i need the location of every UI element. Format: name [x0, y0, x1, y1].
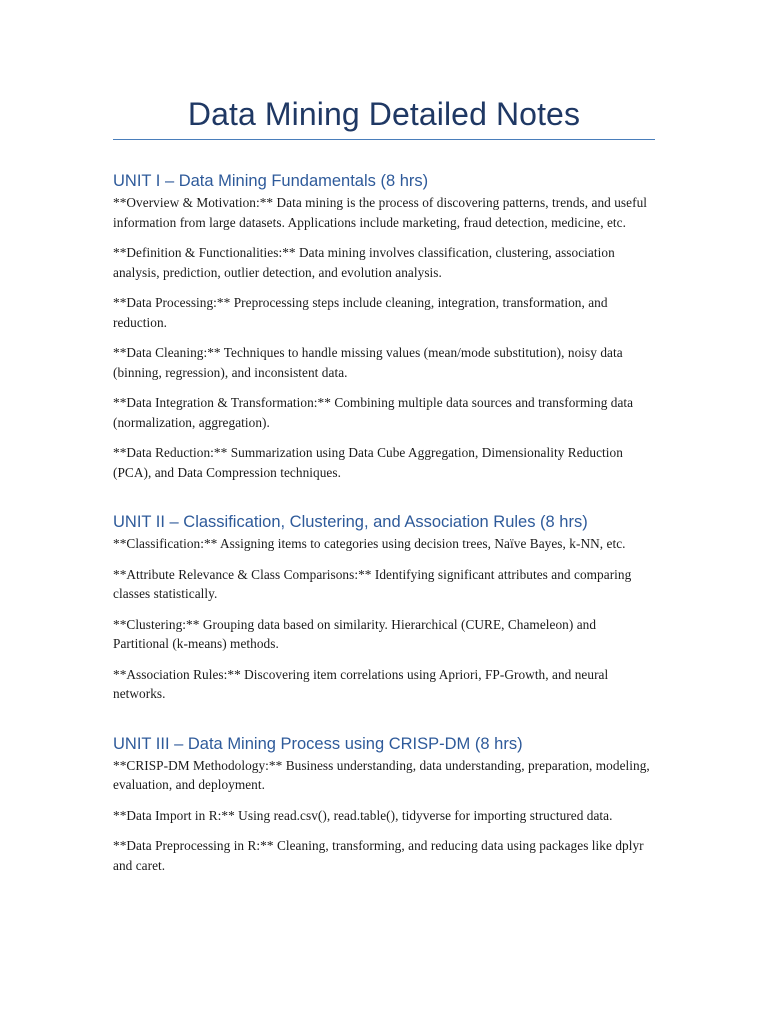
unit-1-paragraph-cleaning: **Data Cleaning:** Techniques to handle missing values (mean/mode substitution), noisy data (binning, regression), and inconsistent data.: [113, 345, 623, 380]
unit-3-paragraph-data-preprocessing: **Data Preprocessing in R:** Cleaning, transforming, and reducing data using packages like dplyr and caret.: [113, 838, 644, 873]
unit-1-heading: UNIT I – Data Mining Fundamentals (8 hrs): [113, 172, 429, 190]
unit-1-paragraph-definition: **Definition & Functionalities:** Data mining involves classification, clustering, association analysis, prediction, outlier detection, and evolution analysis.: [113, 245, 615, 280]
unit-2-paragraph-classification: **Classification:** Assigning items to categories using decision trees, Naïve Bayes, k-NN, etc.: [113, 536, 626, 551]
unit-2-paragraph-attribute-relevance: **Attribute Relevance & Class Comparisons:** Identifying significant attributes and comparing classes statistically.: [113, 566, 632, 601]
unit-2-section: [113, 511, 655, 704]
unit-2-paragraph-clustering: **Clustering:** Grouping data based on similarity. Hierarchical (CURE, Chameleon) and Partitional (k-means) methods.: [113, 616, 597, 651]
unit-3-section: [113, 733, 655, 876]
title-divider: [113, 139, 655, 140]
unit-3-paragraph-data-import: **Data Import in R:** Using read.csv(), read.table(), tidyverse for importing structured data.: [113, 807, 613, 823]
unit-2-paragraph-association-rules: **Association Rules:** Discovering item correlations using Apriori, FP-Growth, and neural networks.: [113, 666, 609, 701]
unit-3-heading: UNIT III – Data Mining Process using CRISP-DM (8 hrs): [113, 734, 523, 753]
unit-1-paragraph-reduction: **Data Reduction:** Summarization using Data Cube Aggregation, Dimensionality Reduction (PCA), and Data Compression techniques.: [113, 445, 623, 480]
unit-2-heading: UNIT II – Classification, Clustering, and Association Rules (8 hrs): [113, 513, 588, 531]
unit-1-section: [113, 170, 655, 482]
unit-1-paragraph-overview: **Overview & Motivation:** Data mining is the process of discovering patterns, trends, and useful information from large datasets. Applications include marketing, fraud detection, medicine, etc.: [113, 195, 648, 230]
unit-1-paragraph-processing: **Data Processing:** Preprocessing steps include cleaning, integration, transformation, and reduction.: [113, 295, 608, 330]
document-title: Data Mining Detailed Notes: [187, 96, 581, 132]
document-page: [113, 92, 655, 886]
unit-1-paragraph-integration: **Data Integration & Transformation:** Combining multiple data sources and transforming data (normalization, aggregation).: [113, 395, 634, 430]
unit-3-paragraph-crisp-dm: **CRISP-DM Methodology:** Business understanding, data understanding, preparation, modeling, evaluation, and deployment.: [113, 757, 650, 792]
